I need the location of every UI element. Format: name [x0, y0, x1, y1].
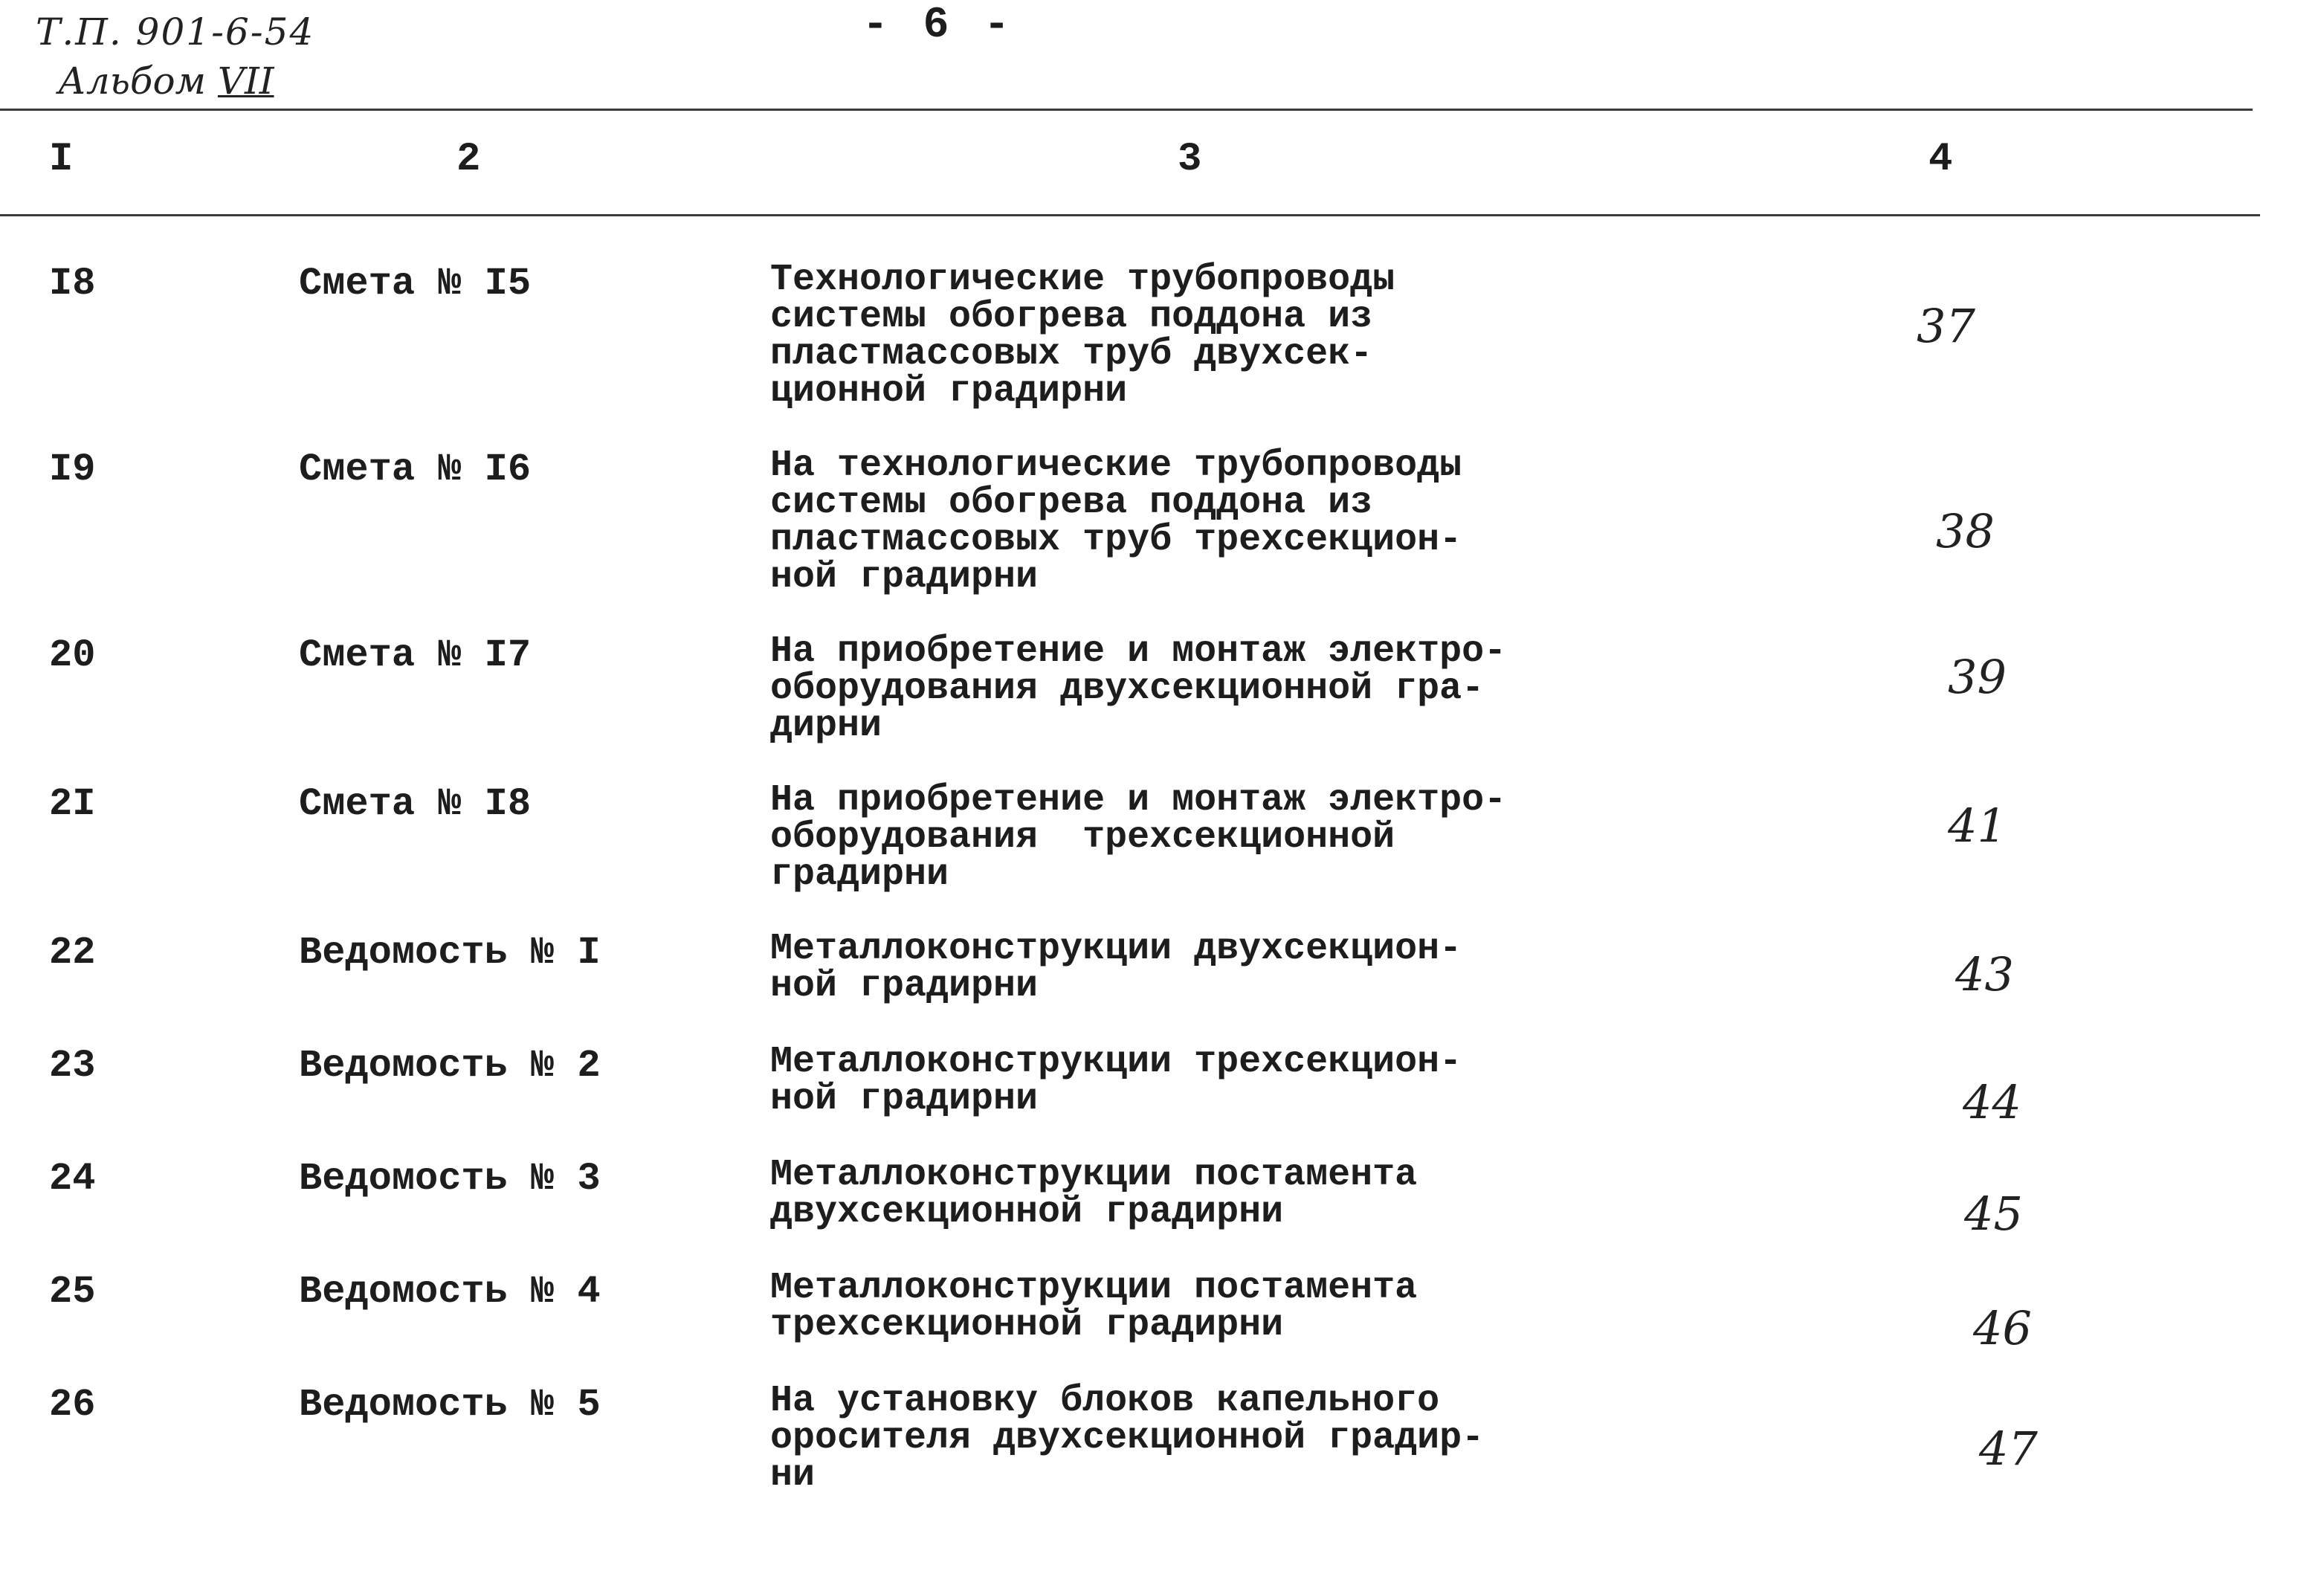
- description-line: На приобретение и монтаж электро-: [770, 630, 1507, 673]
- document-ref: Ведомость № 4: [299, 1270, 601, 1314]
- album-label: [58, 59, 274, 103]
- description-line: оросителя двухсекционной градир-: [770, 1417, 1485, 1459]
- column-header-2: 2: [456, 137, 481, 182]
- row-description: [770, 1154, 1558, 1233]
- document-ref: Ведомость № 3: [299, 1157, 601, 1201]
- description-line: ной градирни: [770, 1078, 1039, 1120]
- row-number: 23: [49, 1044, 96, 1088]
- table-row: [0, 1267, 2324, 1355]
- document-ref: Ведомость № 2: [299, 1044, 601, 1088]
- table-row: [0, 779, 2324, 896]
- table-row: [0, 928, 2324, 1007]
- row-number: 24: [49, 1157, 96, 1201]
- description-line: трехсекционной градирни: [770, 1304, 1284, 1346]
- row-description: [770, 1267, 1558, 1346]
- description-line: ной градирни: [770, 965, 1039, 1007]
- document-ref: Смета № I8: [299, 782, 532, 826]
- document-ref: Смета № I7: [299, 633, 532, 677]
- row-description: [770, 445, 1558, 598]
- description-line: ционной градирни: [770, 370, 1128, 413]
- page-ref: 43: [1955, 947, 2014, 1001]
- description-line: Металлоконструкции двухсекцион-: [770, 928, 1462, 970]
- description-line: На установку блоков капельного: [770, 1380, 1440, 1422]
- document-ref: Смета № I5: [299, 262, 532, 306]
- description-line: системы обогрева поддона из: [770, 482, 1373, 524]
- album-number: VII: [217, 59, 274, 103]
- page-ref: 41: [1948, 798, 2007, 853]
- row-number: I8: [49, 262, 96, 306]
- description-line: На приобретение и монтаж электро-: [770, 779, 1507, 822]
- row-description: [770, 1041, 1558, 1120]
- column-header-4: 4: [1928, 137, 1953, 182]
- page-ref: 47: [1979, 1422, 2038, 1476]
- album-word: Альбом: [58, 59, 206, 103]
- table-row: [0, 1154, 2324, 1241]
- page-ref: 39: [1948, 650, 2007, 704]
- header-rule-bottom: [0, 214, 2260, 216]
- row-description: [770, 259, 1558, 413]
- page-ref: 45: [1964, 1187, 2023, 1241]
- header-rule-top: [0, 109, 2253, 111]
- row-number: I9: [49, 448, 96, 491]
- row-description: [770, 630, 1558, 747]
- column-header-3: 3: [1178, 137, 1202, 182]
- document-ref: Ведомость № I: [299, 931, 601, 975]
- document-ref: Ведомость № 5: [299, 1383, 601, 1427]
- table-row: [0, 1380, 2324, 1497]
- description-line: дирни: [770, 705, 882, 747]
- description-line: На технологические трубопроводы: [770, 445, 1462, 487]
- description-line: двухсекционной градирни: [770, 1191, 1284, 1233]
- row-number: 22: [49, 931, 96, 975]
- description-line: пластмассовых труб двухсек-: [770, 333, 1373, 375]
- description-line: Технологические трубопроводы: [770, 259, 1395, 301]
- table-row: [0, 630, 2324, 747]
- document-ref: Смета № I6: [299, 448, 532, 491]
- page-ref: 46: [1973, 1301, 2032, 1355]
- row-description: [770, 779, 1558, 896]
- page-ref: 38: [1936, 504, 1995, 558]
- description-line: системы обогрева поддона из: [770, 296, 1373, 338]
- description-line: Металлоконструкции постамента: [770, 1154, 1418, 1196]
- column-header-1: I: [49, 137, 74, 182]
- description-line: градирни: [770, 854, 949, 896]
- description-line: оборудования двухсекционной гра-: [770, 668, 1485, 710]
- row-description: [770, 1380, 1558, 1497]
- description-line: Металлоконструкции постамента: [770, 1267, 1418, 1309]
- description-line: Металлоконструкции трехсекцион-: [770, 1041, 1462, 1083]
- description-line: пластмассовых труб трехсекцион-: [770, 519, 1462, 561]
- description-line: ни: [770, 1454, 816, 1497]
- table-row: [0, 1041, 2324, 1129]
- description-line: ной градирни: [770, 556, 1039, 598]
- row-number: 2I: [49, 782, 96, 826]
- row-number: 20: [49, 633, 96, 677]
- page-ref: 44: [1963, 1075, 2021, 1129]
- row-number: 25: [49, 1270, 96, 1314]
- description-line: оборудования трехсекционной: [770, 816, 1395, 859]
- page-number: - 6 -: [862, 1, 1015, 50]
- row-number: 26: [49, 1383, 96, 1427]
- row-description: [770, 928, 1558, 1007]
- document-code: Т.П. 901-6-54: [36, 10, 315, 54]
- page-ref: 37: [1917, 299, 1975, 353]
